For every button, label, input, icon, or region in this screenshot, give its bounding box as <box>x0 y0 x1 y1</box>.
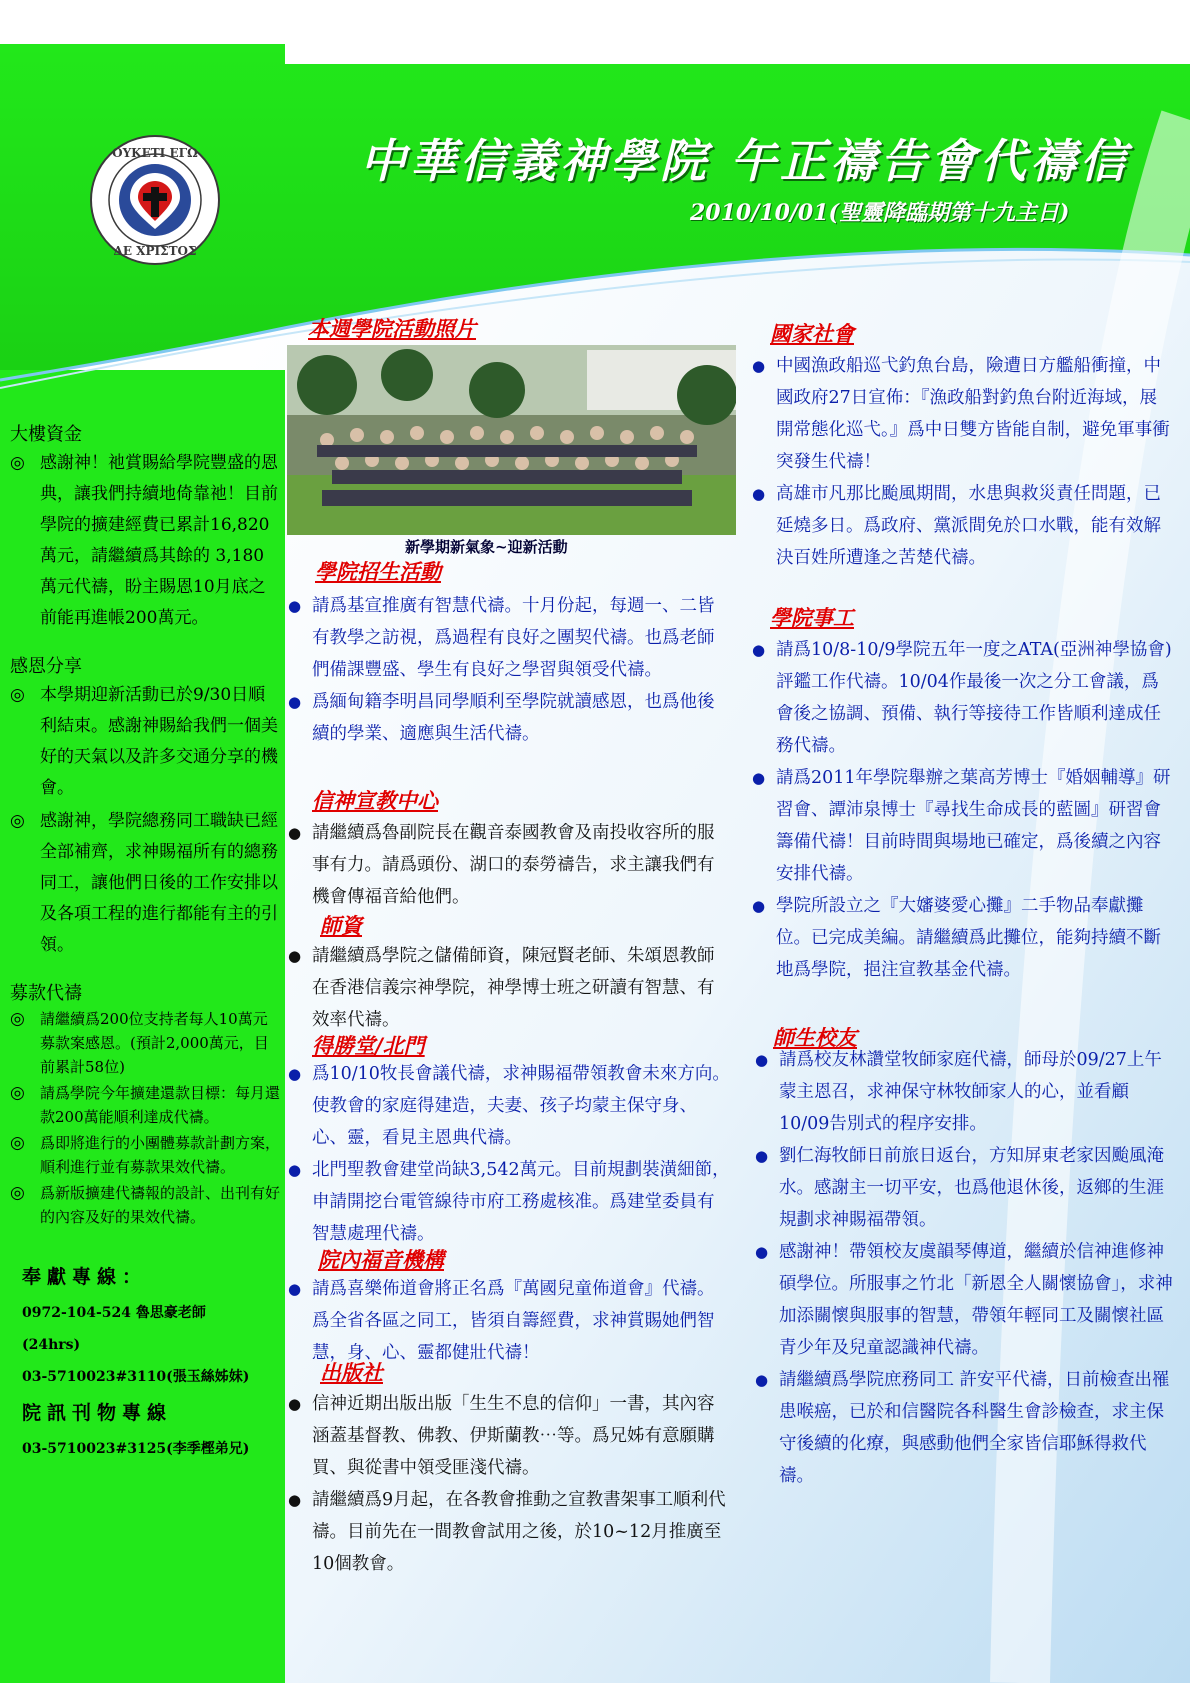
gospel-section-title: 院內福音機構 <box>318 1247 444 1272</box>
alumni-list <box>755 1044 1175 1492</box>
list-item: ● 劉仁海牧師日前旅日返台，方知屏東老家因颱風淹水。感謝主一切平安，也爲他退休後，返鄉的生涯規劃求神賜福帶領。 <box>755 1140 1175 1236</box>
section-title: 感恩分享 <box>10 656 82 677</box>
nation-section-title: 國家社會 <box>770 321 854 346</box>
nation-list <box>752 350 1172 574</box>
list-item: ● 感謝神！帶領校友虞韻琴傳道，繼續於信神進修神碩學位。所服事之竹北「新恩全人關懷協會」，求神加添關懷與服事的智慧，帶領年輕同工及關懷社區青少年及兒童認識神代禱。 <box>755 1236 1175 1364</box>
list-item: ◎ 感謝神！祂賞賜給學院豐盛的恩典，讓我們持續地倚靠祂！目前學院的擴建經費已累計16,820萬元，請繼續爲其餘的 3,180萬元代禱，盼主賜恩10月底之前能再進帳200萬元。 <box>10 448 280 634</box>
recruit-section-title: 學院招生活動 <box>315 559 441 584</box>
list-item: ● 請繼續爲魯副院長在觀音泰國教會及南投收容所的服事有力。請爲頭份、湖口的泰勞禱告，求主讓我們有機會傳福音給他們。 <box>288 817 730 913</box>
circle-mark-icon: ◎ <box>10 811 25 831</box>
affairs-section-title: 學院事工 <box>770 605 854 630</box>
photo-caption: 新學期新氣象~迎新活動 <box>405 538 568 556</box>
group-photo <box>287 345 736 535</box>
list-item: ● 請爲10/8-10/9學院五年一度之ATA(亞洲神學協會)評鑑工作代禱。10/04作最後一次之分工會議，爲會後之協調、預備、執行等接待工作皆順利達成任務代禱。 <box>752 634 1172 762</box>
faculty-section-title: 師資 <box>320 913 362 938</box>
list-item: ● 請爲2011年學院舉辦之葉高芳博士『婚姻輔導』研習會、譚沛泉博士『尋找生命成長的藍圖』研習會籌備代禱！目前時間與場地已確定，爲後續之內容安排代禱。 <box>752 762 1172 890</box>
issue-date: 2010/10/01(聖靈降臨期第十九主日) <box>690 200 1070 226</box>
contact-block <box>10 1257 280 1465</box>
thanks-section <box>10 654 280 961</box>
mission-list <box>288 817 730 913</box>
logo-bottom-text: ΔΕ ΧΡΙΣΤΟΣ <box>113 244 197 258</box>
list-item: ◎ 請繼續爲200位支持者每人10萬元募款案感恩。(預計2,000萬元，目前累計58位) <box>10 1007 280 1079</box>
list-item: ● 爲10/10牧長會議代禱，求神賜福帶領教會未來方向。使教會的家庭得建造，夫妻、孩子均蒙主保守身、心、靈，看見主恩典代禱。 <box>288 1058 730 1154</box>
list-item: ● 請繼續爲學院之儲備師資，陳冠賢老師、朱頌恩教師在香港信義宗神學院，神學博士班之研讀有智慧、有效率代禱。 <box>288 940 730 1036</box>
list-item: ◎ 爲新版擴建代禱報的設計、出刊有好的內容及好的果效代禱。 <box>10 1181 280 1229</box>
list-item: ● 信神近期出版出版「生生不息的信仰」一書，其內容涵蓋基督教、佛教、伊斯蘭教⋯等。爲兄姊有意願購買、與從書中領受匪淺代禱。 <box>288 1388 730 1484</box>
publication-hotline-title: 院訊刊物專線 <box>22 1402 173 1424</box>
contact-line: 0972-104-524 魯思豪老師 <box>22 1305 206 1321</box>
logo-top-text: OYKETI EΓΩ <box>112 146 198 160</box>
circle-mark-icon: ◎ <box>10 1009 25 1029</box>
church-list <box>288 1058 730 1250</box>
seminary-logo <box>88 133 222 267</box>
list-item: ◎ 本學期迎新活動已於9/30日順利結束。感謝神賜給我們一個美好的天氣以及許多交通分享的機會。 <box>10 680 280 804</box>
circle-mark-icon: ◎ <box>10 1083 25 1103</box>
list-item: ● 北門聖教會建堂尚缺3,542萬元。目前規劃裝潢細節，申請開挖台電管線待市府工務處核准。爲建堂委員有智慧處理代禱。 <box>288 1154 730 1250</box>
affairs-list <box>752 634 1172 986</box>
recruit-list <box>288 590 730 750</box>
contact-line: (24hrs) <box>22 1337 81 1353</box>
faculty-list <box>288 940 730 1036</box>
list-item: ● 請繼續爲9月起，在各教會推動之宣教書架事工順利代禱。目前先在一間教會試用之後，於10~12月推廣至10個教會。 <box>288 1484 730 1580</box>
church-section-title: 得勝堂/北門 <box>312 1033 425 1058</box>
circle-mark-icon: ◎ <box>10 685 25 705</box>
list-item: ● 高雄市凡那比颱風期間，水患與救災責任問題，已延燒多日。爲政府、黨派間免於口水戰，能有效解決百姓所遭逢之苦楚代禱。 <box>752 478 1172 574</box>
contact-line: 03-5710023#3125(李季樫弟兄) <box>22 1441 250 1457</box>
list-item: ◎ 感謝神，學院總務同工職缺已經全部補齊，求神賜福所有的總務同工，讓他們日後的工作安排以及各項工程的進行都能有主的引領。 <box>10 806 280 961</box>
list-item: ● 中國漁政船巡弋釣魚台島，險遭日方艦船衝撞，中國政府27日宣佈：『漁政船對釣魚台附近海域，展開常態化巡弋。』爲中日雙方皆能自制，避免軍事衝突發生代禱！ <box>752 350 1172 478</box>
list-item: ● 請爲喜樂佈道會將正名爲『萬國兒童佈道會』代禱。爲全省各區之同工，皆須自籌經費，求神賞賜她們智慧，身、心、靈都健壯代禱！ <box>288 1273 730 1369</box>
list-item: ● 爲緬甸籍李明昌同學順利至學院就讀感恩，也爲他後續的學業、適應與生活代禱。 <box>288 686 730 750</box>
left-column <box>10 422 280 1465</box>
circle-mark-icon: ◎ <box>10 1183 25 1203</box>
list-item: ● 請繼續爲學院庶務同工 許安平代禱，日前檢查出罹患喉癌，已於和信醫院各科醫生會診檢查，求主保守後續的化療，與感動他們全家皆信耶穌得救代禱。 <box>755 1364 1175 1492</box>
press-section-title: 出版社 <box>320 1360 383 1385</box>
list-item: ● 請爲基宣推廣有智慧代禱。十月份起，每週一、二皆有教學之訪視，爲過程有良好之團契代禱。也爲老師們備課豐盛、學生有良好之學習與領受代禱。 <box>288 590 730 686</box>
contact-line: 03-5710023#3110(張玉絲姊妹) <box>22 1369 250 1385</box>
building-fund-section <box>10 422 280 634</box>
alumni-section-title: 師生校友 <box>773 1025 857 1050</box>
mission-section-title: 信神宣教中心 <box>312 788 438 813</box>
list-item: ● 請爲校友林讚堂牧師家庭代禱，師母於09/27上午蒙主恩召，求神保守林牧師家人的心，並看顧10/09告別式的程序安排。 <box>755 1044 1175 1140</box>
gospel-list <box>288 1273 730 1369</box>
list-item: ◎ 爲即將進行的小團體募款計劃方案，順利進行並有募款果效代禱。 <box>10 1131 280 1179</box>
fundraising-section <box>10 981 280 1229</box>
list-item: ● 學院所設立之『大嬸婆愛心攤』二手物品奉獻攤位。已完成美編。請繼續爲此攤位，能夠持續不斷地爲學院，挹注宣教基金代禱。 <box>752 890 1172 986</box>
list-item: ◎ 請爲學院今年擴建還款目標：每月還款200萬能順利達成代禱。 <box>10 1081 280 1129</box>
page-title: 中華信義神學院 午正禱告會代禱信 <box>360 134 1131 188</box>
circle-mark-icon: ◎ <box>10 453 25 473</box>
section-title: 募款代禱 <box>10 983 82 1004</box>
press-list <box>288 1388 730 1580</box>
section-title: 大樓資金 <box>10 424 82 445</box>
circle-mark-icon: ◎ <box>10 1133 25 1153</box>
photo-section-title: 本週學院活動照片 <box>308 316 476 341</box>
donation-hotline-title: 奉獻專線： <box>22 1266 148 1288</box>
